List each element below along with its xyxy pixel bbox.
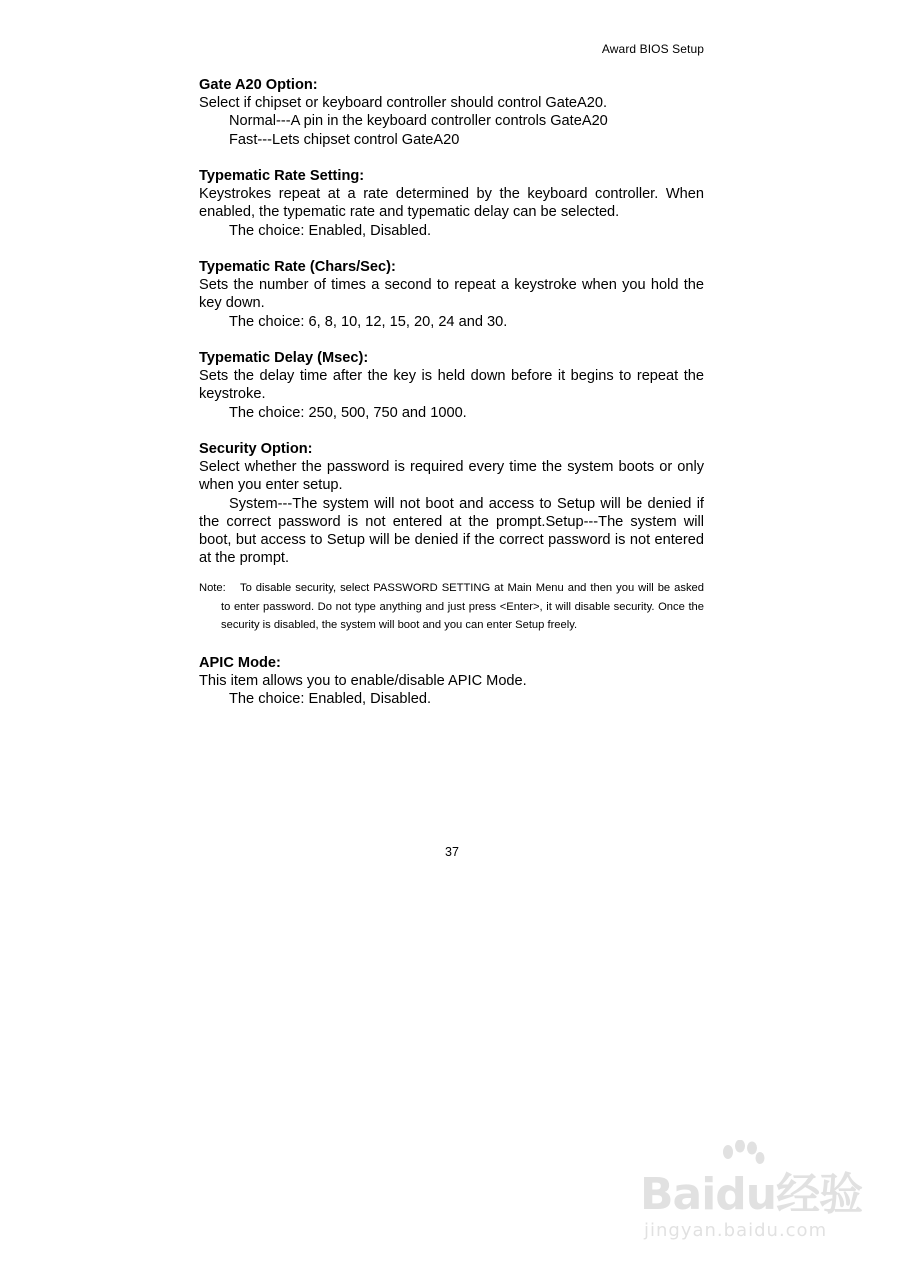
section-typematic-delay (199, 349, 704, 422)
section-heading: Typematic Delay (Msec): (199, 350, 369, 366)
watermark-url: jingyan.baidu.com (644, 1220, 828, 1241)
section-apic-mode (199, 654, 704, 709)
baidu-watermark (640, 1140, 880, 1270)
page-number: 37 (445, 845, 459, 859)
choice-line: The choice: 250, 500, 750 and 1000. (229, 404, 467, 421)
section-heading: Security Option: (199, 441, 313, 457)
section-heading: Typematic Rate (Chars/Sec): (199, 259, 396, 275)
option-item: Normal---A pin in the keyboard controller controls GateA20 (229, 113, 608, 130)
section-text: Sets the delay time after the key is held down before it begins to repeat the keystroke. (199, 368, 704, 403)
page-content (199, 76, 704, 727)
choice-line: The choice: Enabled, Disabled. (229, 691, 432, 708)
section-gate-a20 (199, 76, 704, 149)
section-heading: Typematic Rate Setting: (199, 168, 365, 184)
watermark-logo-text: Baidu经验 (640, 1169, 863, 1220)
section-text: Select if chipset or keyboard controller should control GateA20. (199, 95, 608, 112)
choice-line: The choice: 6, 8, 10, 12, 15, 20, 24 and 30. (229, 313, 508, 330)
paw-icon (718, 1140, 766, 1174)
section-text: This item allows you to enable/disable APIC Mode. (199, 673, 527, 690)
section-heading: Gate A20 Option: (199, 77, 318, 93)
running-head: Award BIOS Setup (601, 42, 704, 56)
option-item: Fast---Lets chipset control GateA20 (229, 131, 460, 148)
note-text: To disable security, select PASSWORD SETTING at Main Menu and then you will be asked to enter password. Do not type anything and just press <Enter>, it will disable security. Once the security is disabled, the system will boot and you can enter Setup freely. (221, 582, 704, 631)
section-text: Keystrokes repeat at a rate determined by the keyboard controller. When enabled, the typematic rate and typematic delay can be selected. (199, 186, 704, 221)
section-typematic-rate (199, 258, 704, 331)
section-security-option (199, 440, 704, 567)
section-text: Sets the number of times a second to repeat a keystroke when you hold the key down. (199, 277, 704, 312)
note-label: Note: (199, 582, 226, 595)
section-typematic-rate-setting (199, 167, 704, 240)
section-heading: APIC Mode: (199, 655, 281, 672)
section-text: Select whether the password is required every time the system boots or only when you enter setup. (199, 459, 704, 494)
security-note (199, 579, 704, 634)
section-detail: System---The system will not boot and access to Setup will be denied if the correct password is not entered at the prompt.Setup---The system will boot, but access to Setup will be denied if the correct password is not entered at the prompt. (199, 495, 704, 567)
choice-line: The choice: Enabled, Disabled. (229, 222, 432, 239)
